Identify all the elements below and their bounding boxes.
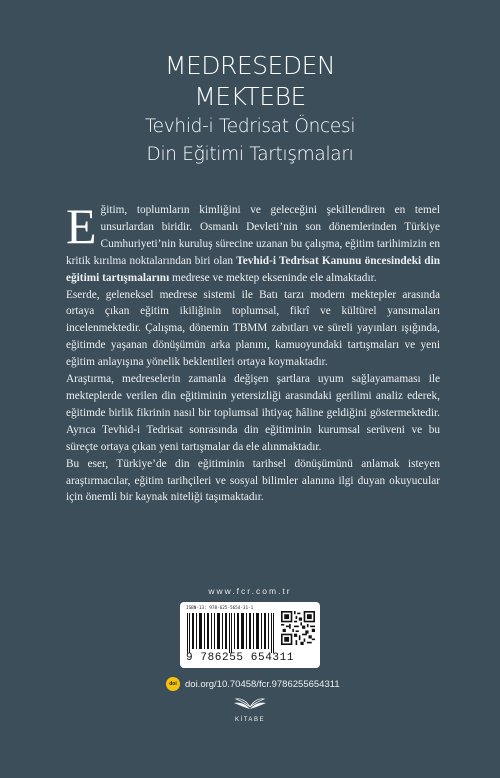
title-line-1: MEDRESEDEN — [164, 51, 336, 80]
book-title — [0, 50, 500, 169]
paragraph-3: Araştırma, medreselerin zamanla değişen şartlara uyum sağlayamaması ile mekteplerde verilen din eğitiminin yetersizliği arasındaki gerilimi analiz ederek, eğitimde birlik fikrinin nasıl bir toplumsal ihtiyaç hâline geldiğini göstermektedir. Ayrıca Tevhid-i Tedrisat sonrasında din eğitiminin kurumsal serüveni ve bu süreçte ortaya çıkan yeni tartışmalar da ele alınmaktadır. — [66, 373, 440, 453]
barcode-number: 9 786255 654311 — [186, 652, 295, 664]
publisher-name: KİTABE — [235, 717, 265, 723]
qr-code-icon — [281, 611, 315, 645]
publisher-logo — [228, 697, 272, 727]
subtitle-line-1: Tevhid-i Tedrisat Öncesi — [144, 116, 356, 137]
book-wings-icon — [233, 697, 267, 711]
doi-icon: doi — [166, 677, 180, 691]
paragraph-1 — [66, 198, 440, 287]
paragraph-4: Bu eser, Türkiye’de din eğitiminin tarihsel dönüşümünü anlamak isteyen araştırmacılar, eğitim tarihçileri ve sosyal bilimler alanına ilgi duyan okuyucular için önemli bir kaynak niteliği taşımaktadır. — [66, 457, 440, 504]
doi-link[interactable]: doi.org/10.70458/fcr.9786255654311 — [185, 678, 340, 690]
doi-row — [166, 677, 340, 691]
back-cover-text — [66, 198, 440, 506]
website-url: www.fcr.com.tr — [208, 586, 292, 596]
drop-cap: E — [66, 198, 97, 254]
paragraph-1-end: medrese ve mektep ekseninde ele almaktadır. — [169, 271, 377, 284]
paragraph-1-start: ğitim, toplumların kimliğini ve geleceğini şekillendiren en temel unsurlardan biridir. Osmanlı Devleti’nin son dönemlerinden Türkiye Cumhuriyeti’nin kuruluş sürecine uzanan bu çalışma, eğitim tarihimizin en kritik kırılma noktalarından biri olan — [66, 204, 440, 267]
paragraph-2: Eserde, geleneksel medrese sistemi ile Batı tarzı modern mektepler arasında ortaya çıkan eğitim ikiliğinin toplumsal, fikrî ve kültürel yansımaları incelenmektedir. Çalışma, dönemin TBMM zabıtları ve süreli yayınları ışığında, eğitimde yaşanan dönüşümün arka planını, kamuoyundaki tartışmaları ve yeni eğitim anlayışına yönelik beklentileri ortaya koymaktadır. — [66, 288, 440, 369]
title-line-2: MEKTEBE — [194, 82, 306, 111]
paragraph-1-bold: Tevhid-i Tedrisat Kanunu öncesindeki din eğitimi tartışmalarını — [66, 254, 440, 284]
subtitle-line-2: Din Eğitimi Tartışmaları — [146, 144, 354, 165]
isbn-label: ISBN-13: 978-625-5654-31-1 — [186, 606, 254, 611]
barcode-image — [186, 613, 276, 653]
barcode-box — [180, 602, 320, 668]
